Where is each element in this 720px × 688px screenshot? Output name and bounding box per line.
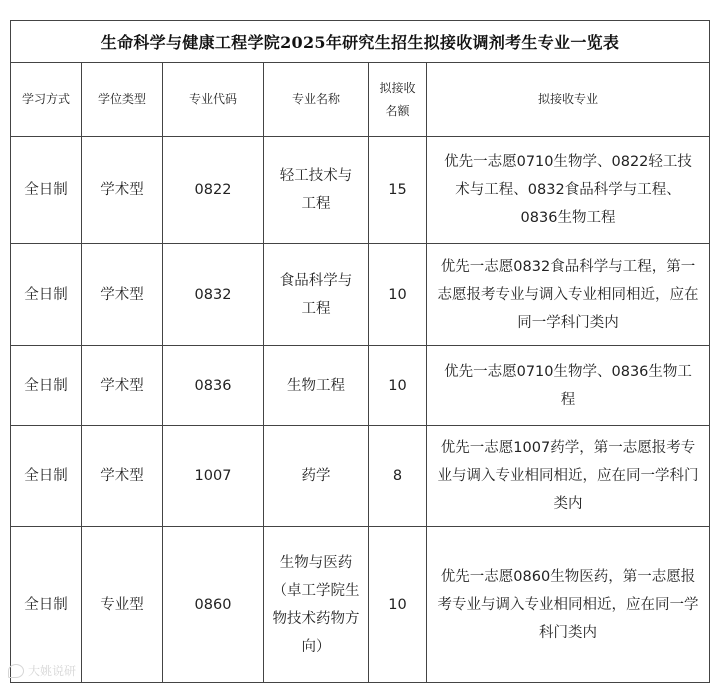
table-title: 生命科学与健康工程学院2025年研究生招生拟接收调剂考生专业一览表 — [11, 21, 710, 63]
cell-quota: 10 — [369, 527, 427, 683]
admission-table — [10, 20, 710, 683]
cell-quota: 10 — [369, 244, 427, 346]
cell-accepted-majors: 优先一志愿0710生物学、0836生物工程 — [427, 346, 710, 426]
cell-quota: 8 — [369, 426, 427, 527]
table-row — [11, 527, 710, 683]
cell-quota: 10 — [369, 346, 427, 426]
table-row — [11, 346, 710, 426]
cell-study-mode: 全日制 — [11, 137, 82, 244]
cell-major-name: 轻工技术与工程 — [264, 137, 369, 244]
header-degree-type: 学位类型 — [82, 63, 163, 137]
table-row — [11, 137, 710, 244]
cell-study-mode: 全日制 — [11, 426, 82, 527]
cell-degree-type: 专业型 — [82, 527, 163, 683]
cell-quota: 15 — [369, 137, 427, 244]
header-study-mode: 学习方式 — [11, 63, 82, 137]
cell-degree-type: 学术型 — [82, 346, 163, 426]
cell-major-name: 生物工程 — [264, 346, 369, 426]
cell-degree-type: 学术型 — [82, 426, 163, 527]
cell-degree-type: 学术型 — [82, 244, 163, 346]
header-quota: 拟接收名额 — [369, 63, 427, 137]
cell-accepted-majors: 优先一志愿0860生物医药，第一志愿报考专业与调入专业相同相近，应在同一学科门类内 — [427, 527, 710, 683]
cell-study-mode: 全日制 — [11, 527, 82, 683]
cell-major-code: 0832 — [163, 244, 264, 346]
watermark-text: 大姚说研 — [28, 664, 77, 678]
cell-accepted-majors: 优先一志愿0710生物学、0822轻工技术与工程、0832食品科学与工程、0836生物工程 — [427, 137, 710, 244]
watermark — [8, 662, 76, 679]
cell-major-code: 1007 — [163, 426, 264, 527]
header-accepted-majors: 拟接收专业 — [427, 63, 710, 137]
cell-degree-type: 学术型 — [82, 137, 163, 244]
chat-bubble-icon — [8, 664, 24, 678]
cell-major-code: 0836 — [163, 346, 264, 426]
table-row — [11, 244, 710, 346]
cell-major-code: 0860 — [163, 527, 264, 683]
cell-major-name: 生物与医药（卓工学院生物技术药物方向） — [264, 527, 369, 683]
cell-major-code: 0822 — [163, 137, 264, 244]
cell-major-name: 食品科学与工程 — [264, 244, 369, 346]
cell-study-mode: 全日制 — [11, 244, 82, 346]
cell-accepted-majors: 优先一志愿1007药学，第一志愿报考专业与调入专业相同相近，应在同一学科门类内 — [427, 426, 710, 527]
cell-accepted-majors: 优先一志愿0832食品科学与工程，第一志愿报考专业与调入专业相同相近，应在同一学科门类内 — [427, 244, 710, 346]
header-major-name: 专业名称 — [264, 63, 369, 137]
cell-major-name: 药学 — [264, 426, 369, 527]
cell-study-mode: 全日制 — [11, 346, 82, 426]
table-row — [11, 426, 710, 527]
header-major-code: 专业代码 — [163, 63, 264, 137]
